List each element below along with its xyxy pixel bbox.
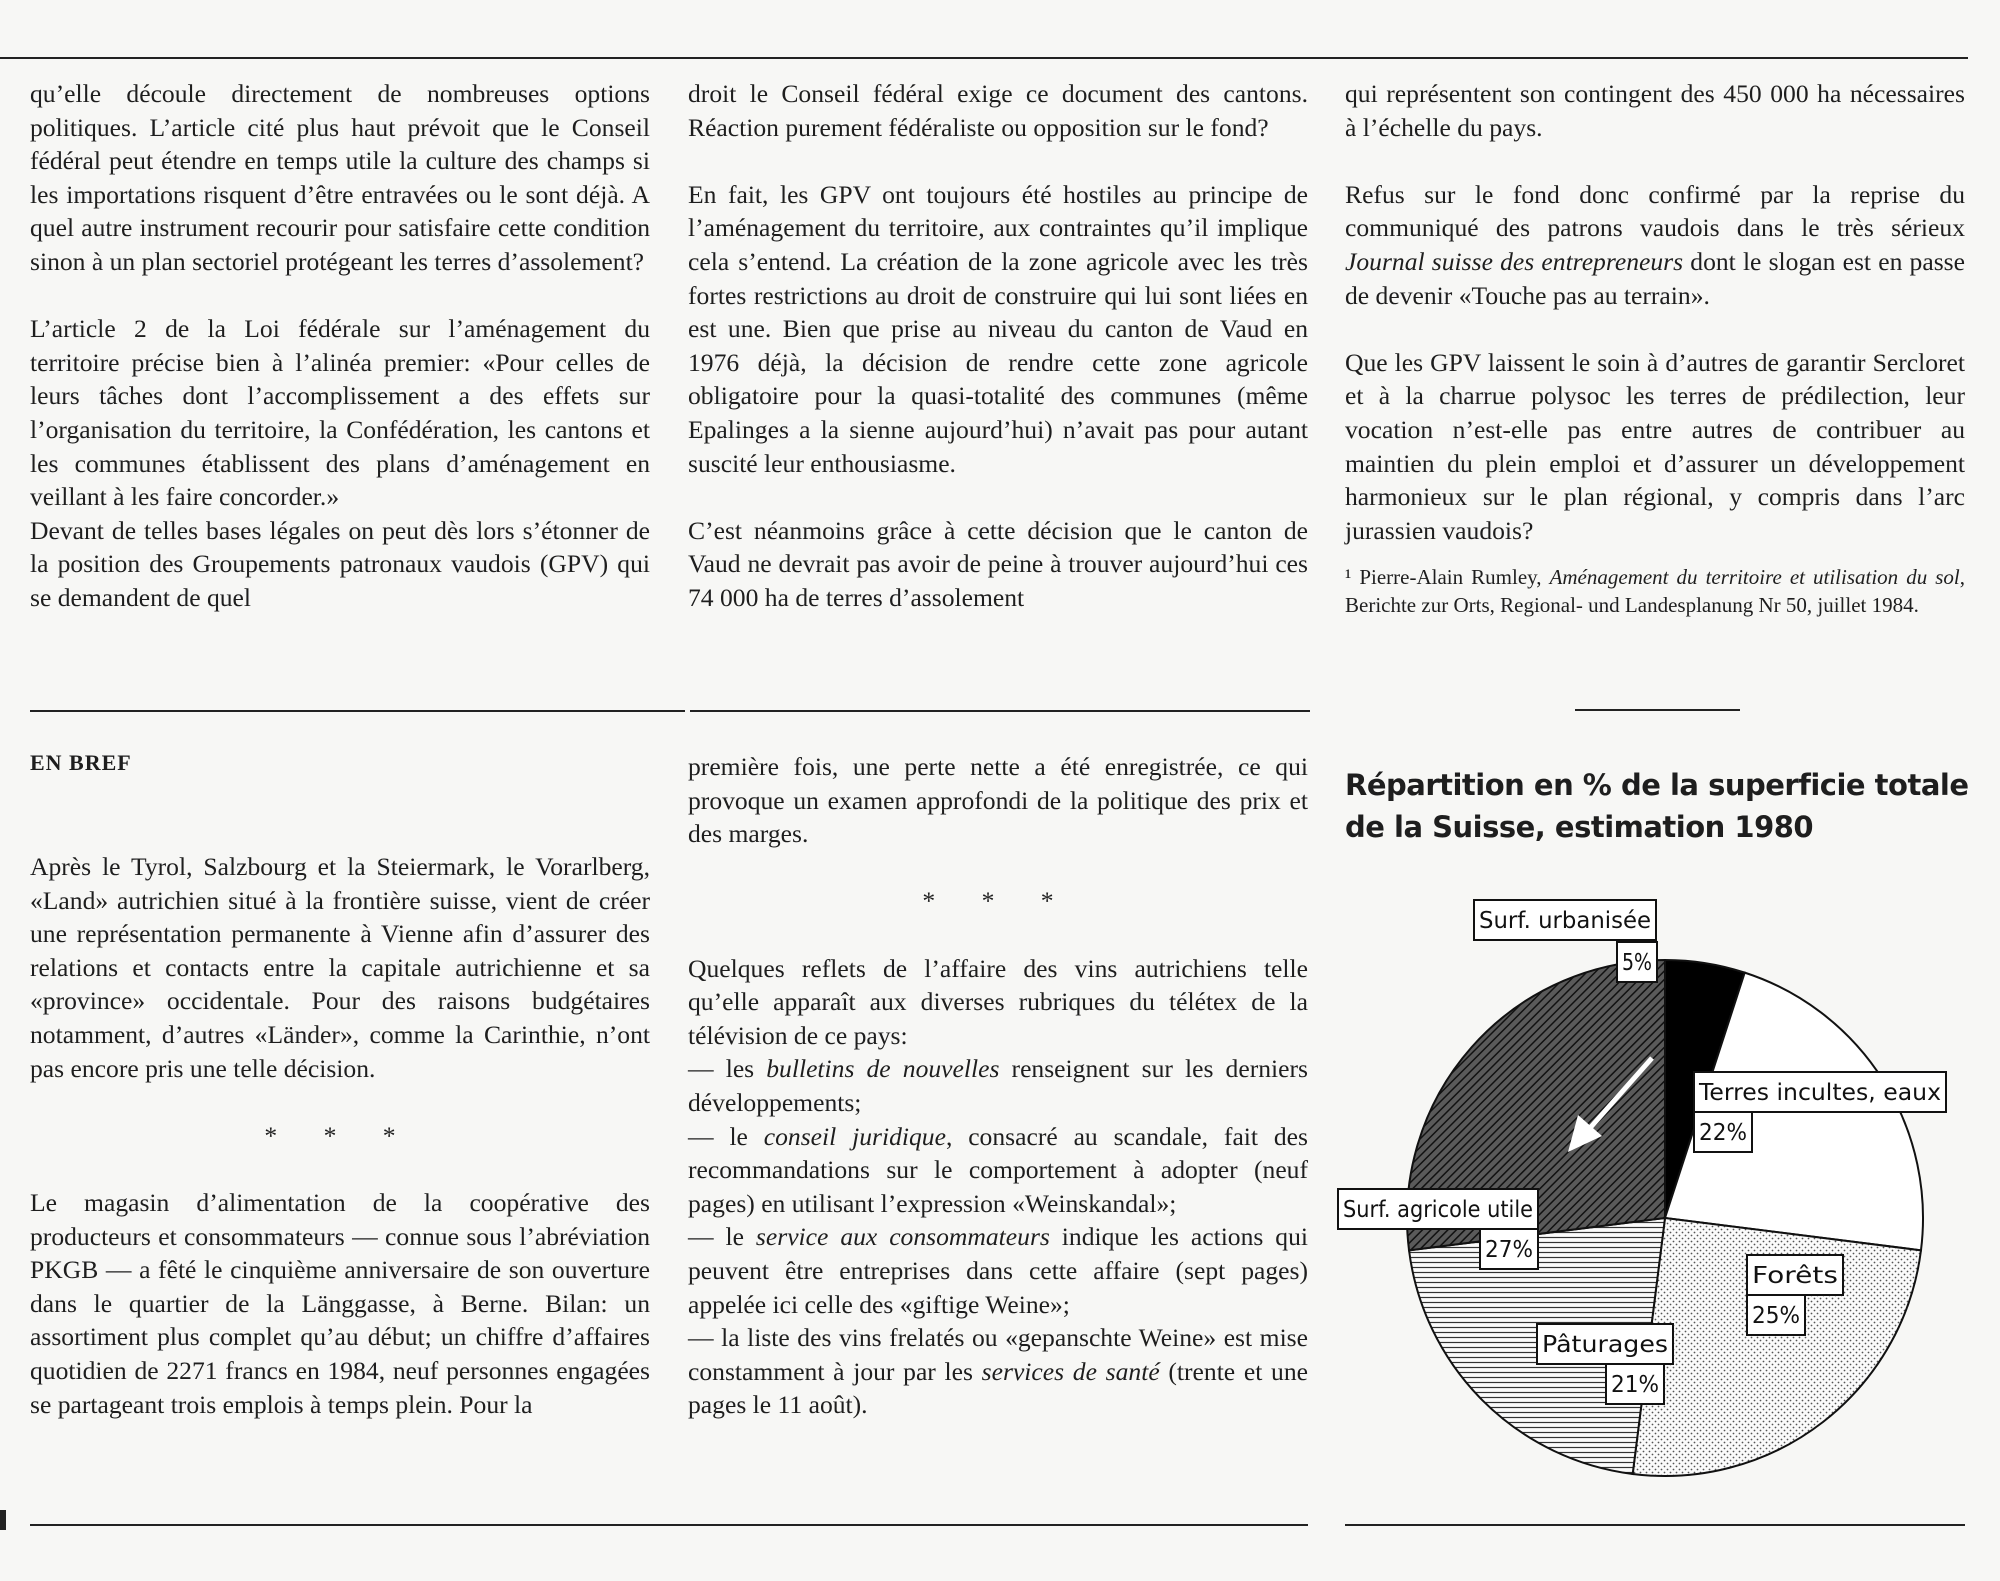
text-run: , Berichte zur Orts, Regional- und Landesplanung Nr 50, juillet 1984. xyxy=(1345,565,1965,618)
paragraph: En fait, les GPV ont toujours été hostiles au principe de l’aménagement du territoire, aux contraintes qu’il implique cela s’entend. La création de la zone agricole avec les très fortes restrictions au droit de construire qui lui sont liées en est une. Bien que prise au niveau du canton de Vaud en 1976 déjà, la décision de rendre cette zone agricole obligatoire pour la quasi-totalité des communes (même Epalinges a la sienne aujourd’hui) n’avait pas pour autant suscité leur enthousiasme. xyxy=(688,179,1308,478)
slice-value-label: 5% xyxy=(1622,950,1652,976)
slice-value-label: 27% xyxy=(1485,1237,1533,1263)
text-run: — le xyxy=(688,1121,764,1151)
chart-title xyxy=(1345,764,1985,848)
paragraph: C’est néanmoins grâce à cette décision que le canton de Vaud ne devrait pas avoir de peine à trouver aujourd’hui ces 74 000 ha de terres d’assolement xyxy=(688,515,1308,612)
bottom-rule-right xyxy=(1345,1524,1965,1526)
top-rule xyxy=(0,57,1968,59)
separator-stars: * * * xyxy=(922,886,1074,916)
slice-label: Pâturages xyxy=(1542,1332,1668,1358)
bref-column-2 xyxy=(688,750,1308,1422)
slice-label: Forêts xyxy=(1752,1263,1838,1289)
paragraph: première fois, une perte nette a été enregistrée, ce qui provoque un examen approfondi de la politique des prix et des marges. xyxy=(688,752,1308,849)
rubric-name: conseil juridique xyxy=(763,1121,946,1151)
rubric-name: services de santé xyxy=(981,1356,1160,1386)
bref-column xyxy=(30,850,650,1421)
text-run: , consacré au scandale, fait des recommandations sur le comportement à adopter (neuf pages) en utilisant l’expression «Weinskandal»; xyxy=(688,1121,1308,1218)
mid-rule-col2 xyxy=(690,710,1310,712)
slice-value-label: 21% xyxy=(1611,1372,1659,1398)
paragraph: Le magasin d’alimentation de la coopérative des producteurs et consommateurs — connue sous l’abréviation PKGB — a fêté le cinquième anniversaire de son ouverture dans le quartier de la Länggasse, à Berne. Bilan: un assortiment plus complet qu’au début; un chiffre d’affaires quotidien de 2271 francs en 1984, neuf personnes engagées se partageant trois emplois à temps plein. Pour la xyxy=(30,1187,650,1419)
slice-label: Terres incultes, eaux xyxy=(1697,1080,1941,1106)
rubric-name: service aux consommateurs xyxy=(755,1222,1050,1252)
text-run: indique les actions qui peuvent être entreprises dans cette affaire (sept pages) appelée ici celle des «giftige Weine»; xyxy=(688,1222,1308,1319)
mid-rule-col1 xyxy=(30,710,685,712)
journal-title: Journal suisse des entrepreneurs xyxy=(1345,246,1684,276)
paragraph: qu’elle découle directement de nombreuses options politiques. L’article cité plus haut prévoit que le Conseil fédéral peut étendre en temps utile la culture des champs si les importations risquent d’être entravées ou le sont déjà. A quel autre instrument recourir pour satisfaire cette condition sinon à un plan sectoriel protégeant les terres d’assolement? xyxy=(30,79,650,276)
paragraph: Quelques reflets de l’affaire des vins autrichiens telle qu’elle apparaît aux diverses rubriques du télétex de la télévision de ce pays: xyxy=(688,953,1308,1050)
list-item xyxy=(688,1120,1308,1221)
footnote-mark: ¹ xyxy=(1345,565,1352,590)
paragraph: droit le Conseil fédéral exige ce document des cantons. Réaction purement fédéraliste ou opposition sur le fond? xyxy=(688,79,1308,142)
text-run: — les xyxy=(688,1054,767,1084)
article-column-2 xyxy=(688,77,1308,615)
slice-value-label: 22% xyxy=(1699,1120,1747,1146)
paragraph: qui représentent son contingent des 450 000 ha nécessaires à l’échelle du pays. xyxy=(1345,79,1965,142)
footnote-rule xyxy=(1575,709,1740,711)
rubric-name: bulletins de nouvelles xyxy=(766,1054,1000,1084)
paragraph: Devant de telles bases légales on peut dès lors s’étonner de la position des Groupements patronaux vaudois (GPV) qui se demandent de quel xyxy=(30,515,650,612)
text-run: renseignent sur les derniers développements; xyxy=(688,1054,1308,1117)
footnote xyxy=(1345,563,1965,619)
slice-label: Surf. agricole utile xyxy=(1343,1197,1533,1223)
slice-value-label: 25% xyxy=(1752,1303,1800,1329)
paragraph: Après le Tyrol, Salzbourg et la Steiermark, le Vorarlberg, «Land» autrichien situé à la frontière suisse, vient de créer une représentation permanente à Vienne afin d’assurer des relations et contacts entre la capitale autrichienne et sa «province» occidentale. Pour des raisons budgétaires notamment, d’autres «Länder», comme la Carinthie, n’ont pas encore pris une telle décision. xyxy=(30,852,650,1083)
text-run: Refus sur le fond donc confirmé par la reprise du communiqué des patrons vaudois dans le très sérieux xyxy=(1345,179,1965,243)
chart-title-line-1: Répartition en % de la superficie totale xyxy=(1345,768,1969,802)
separator-stars: * * * xyxy=(264,1120,416,1150)
pie-chart xyxy=(1330,880,1990,1500)
text-run: (trente et une pages le 11 août). xyxy=(688,1356,1308,1420)
footnote-title: Aménagement du territoire et utilisation du sol xyxy=(1549,565,1960,590)
text-run: dont le slogan est en passe de devenir «Touche pas au terrain». xyxy=(1345,246,1965,310)
section-label: EN BREF xyxy=(30,750,132,775)
paragraph: L’article 2 de la Loi fédérale sur l’aménagement du territoire précise bien à l’alinéa premier: «Pour celles de leurs tâches dont l’accomplissement a des effets sur l’organisation du territoire, la Confédération, les cantons et les communes établissent des plans d’aménagement en veillant à les faire concorder.» xyxy=(30,314,650,512)
list-item xyxy=(688,1220,1308,1321)
list-item xyxy=(688,1052,1308,1119)
list-item xyxy=(688,1321,1308,1422)
text-run: — la liste des vins frelatés ou «gepanschte Weine» est mise constamment à jour par les xyxy=(688,1323,1308,1386)
bottom-rule-left xyxy=(30,1524,1308,1526)
text-run: — le xyxy=(688,1222,756,1252)
paragraph xyxy=(1345,178,1965,312)
chart-title-line-2: de la Suisse, estimation 1980 xyxy=(1345,810,1814,844)
paragraph: Que les GPV laissent le soin à d’autres de garantir Sercloret et à la charrue polysoc les terres de prédilection, leur vocation n’est-elle pas entre autres de contribuer au maintien du plein emploi et d’assurer un développement harmonieux sur le plan régional, y compris dans l’arc jurassien vaudois? xyxy=(1345,347,1965,545)
article-column-1 xyxy=(30,77,650,615)
slice-label: Surf. urbanisée xyxy=(1479,908,1651,934)
left-edge-mark xyxy=(0,1510,6,1530)
text-run: Pierre-Alain Rumley, xyxy=(1351,565,1550,590)
article-column-3 xyxy=(1345,77,1965,619)
